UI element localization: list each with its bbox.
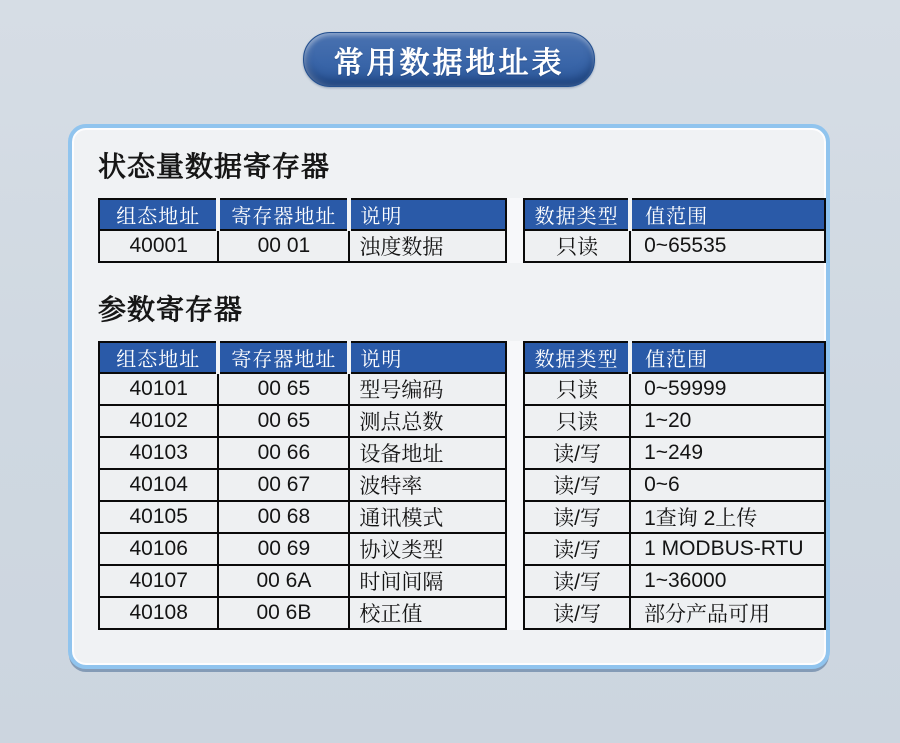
table-row (524, 230, 825, 262)
cell-data-type: 只读 (524, 373, 630, 405)
col-header-description: 说明 (349, 342, 506, 373)
table-row (524, 501, 825, 533)
table-row (524, 469, 825, 501)
table-row (99, 373, 506, 405)
table-left-part (98, 341, 507, 630)
cell-description: 校正值 (349, 597, 506, 629)
table-row (99, 501, 506, 533)
cell-data-type: 只读 (524, 405, 630, 437)
section-status-registers (98, 148, 826, 263)
cell-value-range: 1查询 2上传 (630, 501, 825, 533)
cell-data-type: 读/写 (524, 533, 630, 565)
section-parameter-registers (98, 291, 826, 630)
title-badge-label: 常用数据地址表 (333, 46, 565, 80)
cell-value-range: 0~6 (630, 469, 825, 501)
cell-config-address: 40103 (99, 437, 218, 469)
cell-description: 波特率 (349, 469, 506, 501)
cell-register-address: 00 6A (218, 565, 349, 597)
cell-config-address: 40102 (99, 405, 218, 437)
cell-description: 时间间隔 (349, 565, 506, 597)
cell-value-range: 1~249 (630, 437, 825, 469)
table-row (524, 533, 825, 565)
cell-config-address: 40101 (99, 373, 218, 405)
table-row (99, 469, 506, 501)
cell-data-type: 只读 (524, 230, 630, 262)
cell-value-range: 1~20 (630, 405, 825, 437)
cell-description: 协议类型 (349, 533, 506, 565)
cell-data-type: 读/写 (524, 565, 630, 597)
col-header-value-range: 值范围 (630, 199, 825, 230)
cell-register-address: 00 69 (218, 533, 349, 565)
table-header-row (99, 342, 506, 373)
col-header-config-address: 组态地址 (99, 342, 218, 373)
cell-value-range: 1~36000 (630, 565, 825, 597)
table-header-row (524, 199, 825, 230)
cell-value-range: 0~59999 (630, 373, 825, 405)
cell-config-address: 40105 (99, 501, 218, 533)
cell-value-range: 部分产品可用 (630, 597, 825, 629)
table-right-part (523, 198, 826, 263)
cell-description: 型号编码 (349, 373, 506, 405)
table-divider-gap (507, 341, 523, 630)
parameter-register-table (98, 341, 826, 630)
section-title: 状态量数据寄存器 (98, 151, 331, 182)
cell-description: 通讯模式 (349, 501, 506, 533)
table-row (524, 405, 825, 437)
cell-description: 浊度数据 (349, 230, 506, 262)
title-badge (303, 32, 595, 87)
cell-data-type: 读/写 (524, 501, 630, 533)
cell-register-address: 00 65 (218, 373, 349, 405)
table-row (99, 437, 506, 469)
table-right-part (523, 341, 826, 630)
table-header-row (99, 199, 506, 230)
cell-register-address: 00 65 (218, 405, 349, 437)
cell-register-address: 00 68 (218, 501, 349, 533)
cell-config-address: 40104 (99, 469, 218, 501)
cell-data-type: 读/写 (524, 469, 630, 501)
cell-register-address: 00 01 (218, 230, 349, 262)
col-header-description: 说明 (349, 199, 506, 230)
col-header-data-type: 数据类型 (524, 342, 630, 373)
table-row (99, 533, 506, 565)
cell-value-range: 1 MODBUS-RTU (630, 533, 825, 565)
col-header-register-address: 寄存器地址 (218, 342, 349, 373)
cell-data-type: 读/写 (524, 597, 630, 629)
table-left-part (98, 198, 507, 263)
table-row (99, 405, 506, 437)
table-row (524, 597, 825, 629)
table-header-row (524, 342, 825, 373)
cell-register-address: 00 6B (218, 597, 349, 629)
cell-config-address: 40106 (99, 533, 218, 565)
table-row (524, 373, 825, 405)
cell-config-address: 40107 (99, 565, 218, 597)
section-title: 参数寄存器 (98, 294, 244, 325)
cell-value-range: 0~65535 (630, 230, 825, 262)
cell-register-address: 00 66 (218, 437, 349, 469)
table-row (99, 565, 506, 597)
table-row (99, 597, 506, 629)
content-card (68, 124, 830, 669)
col-header-value-range: 值范围 (630, 342, 825, 373)
table-row (524, 565, 825, 597)
cell-description: 测点总数 (349, 405, 506, 437)
cell-description: 设备地址 (349, 437, 506, 469)
cell-config-address: 40108 (99, 597, 218, 629)
col-header-data-type: 数据类型 (524, 199, 630, 230)
cell-config-address: 40001 (99, 230, 218, 262)
table-row (99, 230, 506, 262)
table-divider-gap (507, 198, 523, 263)
col-header-register-address: 寄存器地址 (218, 199, 349, 230)
status-register-table (98, 198, 826, 263)
cell-register-address: 00 67 (218, 469, 349, 501)
table-row (524, 437, 825, 469)
col-header-config-address: 组态地址 (99, 199, 218, 230)
cell-data-type: 读/写 (524, 437, 630, 469)
